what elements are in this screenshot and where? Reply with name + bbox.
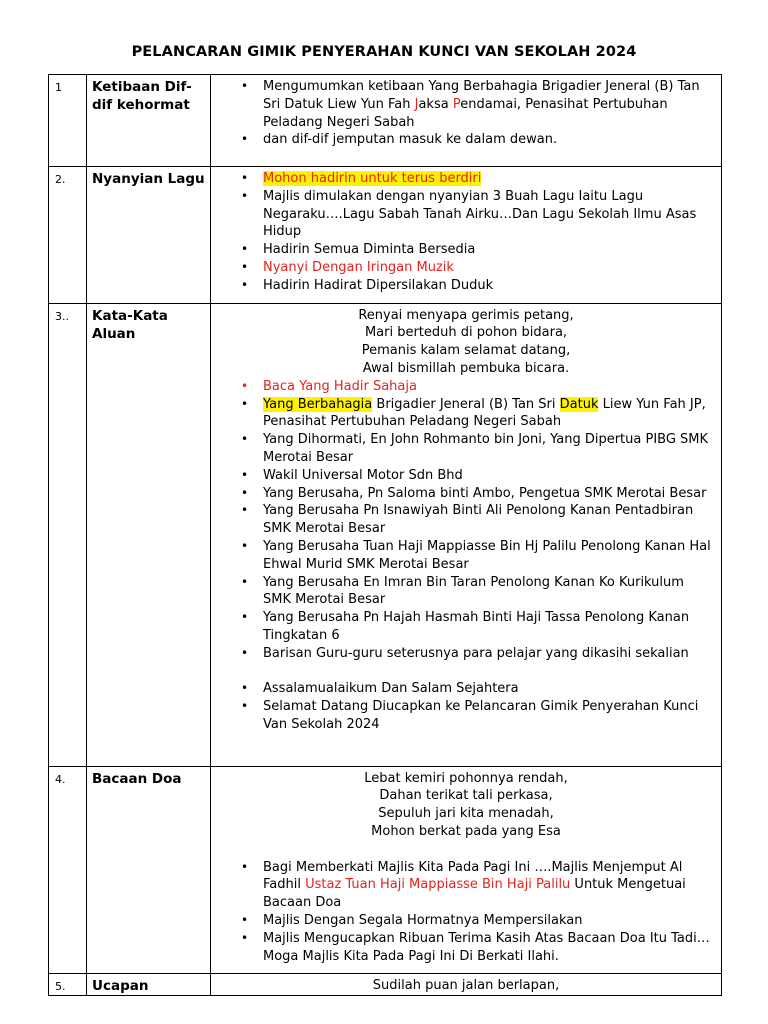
- item-list: [219, 680, 713, 733]
- pantun: [219, 307, 713, 378]
- item-text: Hadirin Hadirat Dipersilakan Duduk: [263, 277, 494, 293]
- item-text: Yang Berusaha, Pn Saloma binti Ambo, Pengetua SMK Merotai Besar: [263, 485, 707, 501]
- item-list: [219, 859, 713, 966]
- table-row: [49, 766, 722, 974]
- bullet-icon: •: [241, 930, 249, 945]
- item-text: Nyanyi Dengan Iringan Muzik: [263, 259, 454, 275]
- list-item: [219, 467, 713, 485]
- row-content: [211, 167, 722, 304]
- bullet-icon: •: [241, 396, 249, 411]
- list-item: [219, 680, 713, 698]
- list-item: [219, 241, 713, 259]
- item-text: Mohon hadirin untuk terus berdiri: [263, 171, 482, 186]
- bullet-icon: •: [241, 432, 249, 447]
- bullet-icon: •: [241, 645, 249, 660]
- pantun-line: Lebat kemiri pohonnya rendah,: [364, 770, 568, 786]
- row-number: 1: [49, 75, 87, 167]
- bullet-icon: •: [241, 467, 249, 482]
- list-item: [219, 538, 713, 574]
- bullet-icon: •: [241, 277, 249, 292]
- item-text: Mengumumkan ketibaan Yang Berbahagia Brigadier Jeneral (B) Tan Sri Datuk Liew Yun Fah: [263, 79, 700, 112]
- pantun-line: Renyai menyapa gerimis petang,: [358, 307, 574, 323]
- table-row: [49, 303, 722, 766]
- list-item: [219, 277, 713, 295]
- pantun-line: Pemanis kalam selamat datang,: [361, 343, 571, 359]
- row-heading: Kata-Kata Aluan: [87, 303, 211, 766]
- list-item: [219, 930, 713, 966]
- item-list: [219, 170, 713, 295]
- item-text: Majlis Dengan Segala Hormatnya Mempersilakan: [263, 912, 583, 928]
- list-item: [219, 574, 713, 610]
- item-list: [219, 78, 713, 149]
- row-number: 2.: [49, 167, 87, 304]
- item-text: Yang Berusaha En Imran Bin Taran Penolong Kanan Ko Kurikulum SMK Merotai Besar: [263, 574, 684, 608]
- item-text: Yang Dihormati, En John Rohmanto bin Joni, Yang Dipertua PIBG SMK Merotai Besar: [263, 432, 709, 465]
- item-text: Ustaz Tuan Haji Mappiasse Bin Haji Palilu: [305, 877, 571, 893]
- item-text: Yang Berbahagia: [263, 396, 373, 412]
- list-item: [219, 431, 713, 467]
- item-text: Majlis Mengucapkan Ribuan Terima Kasih Atas Bacaan Doa Itu Tadi… Moga Majlis Kita Pada Pagi Ini Di Berkati Ilahi.: [263, 930, 710, 964]
- item-text: J: [414, 96, 419, 112]
- pantun-line: Mohon berkat pada yang Esa: [371, 823, 561, 839]
- row-heading: Nyanyian Lagu: [87, 167, 211, 304]
- list-item: [219, 698, 713, 734]
- bullet-icon: •: [241, 378, 249, 393]
- list-item: [219, 609, 713, 645]
- row-heading: Ucapan: [87, 974, 211, 996]
- bullet-icon: •: [241, 242, 249, 257]
- item-text: dan dif-dif jemputan masuk ke dalam dewan.: [263, 132, 558, 148]
- item-text: Liew Yun Fah JP, Penasihat Pertubuhan Peladang Negeri Sabah: [263, 396, 706, 430]
- list-item: [219, 378, 713, 396]
- item-text: Wakil Universal Motor Sdn Bhd: [263, 467, 463, 483]
- pantun-line: Dahan terikat tali perkasa,: [379, 788, 553, 804]
- pantun: [219, 977, 713, 995]
- row-content: [211, 974, 722, 996]
- item-text: Baca Yang Hadir Sahaja: [263, 378, 417, 394]
- pantun-line: Sudilah puan jalan berlapan,: [372, 978, 560, 994]
- list-item: [219, 859, 713, 912]
- bullet-icon: •: [241, 859, 249, 874]
- list-item: [219, 485, 713, 503]
- item-text: endamai, Penasihat Pertubuhan Peladang Negeri Sabah: [263, 96, 668, 130]
- bullet-icon: •: [241, 132, 249, 147]
- bullet-icon: •: [241, 681, 249, 696]
- item-text: Untuk Mengetuai Bacaan Doa: [263, 877, 686, 911]
- item-text: P: [452, 96, 461, 112]
- list-item: [219, 188, 713, 241]
- list-item: [219, 645, 713, 663]
- item-text: Hadirin Semua Diminta Bersedia: [263, 242, 476, 258]
- bullet-icon: •: [241, 610, 249, 625]
- item-text: Barisan Guru-guru seterusnya para pelajar yang dikasihi sekalian: [263, 645, 689, 661]
- pantun-line: Mari berteduh di pohon bidara,: [364, 325, 568, 341]
- item-text: Bagi Memberkati Majlis Kita Pada Pagi Ini ….Majlis Menjemput Al Fadhil: [263, 859, 683, 893]
- list-item: [219, 396, 713, 432]
- bullet-icon: •: [241, 485, 249, 500]
- list-item: [219, 502, 713, 538]
- table-row: [49, 167, 722, 304]
- item-text: Datuk: [559, 396, 599, 412]
- bullet-icon: •: [241, 171, 249, 185]
- item-text: Yang Berusaha Pn Hajah Hasmah Binti Haji Tassa Penolong Kanan Tingkatan 6: [263, 610, 690, 643]
- list-item: [219, 259, 713, 277]
- list-item: [219, 912, 713, 930]
- item-text: Majlis dimulakan dengan nyanyian 3 Buah Lagu Iaitu Lagu Negaraku….Lagu Sabah Tanah Airku…Dan Lagu Sekolah Ilmu Asas Hidup: [263, 188, 697, 240]
- list-item: [219, 78, 713, 131]
- item-list: [219, 378, 713, 663]
- pantun-line: Awal bismillah pembuka bicara.: [362, 360, 570, 376]
- bullet-icon: •: [241, 79, 249, 93]
- bullet-icon: •: [241, 699, 249, 714]
- table-row: [49, 75, 722, 167]
- row-content: [211, 766, 722, 974]
- item-text: Assalamualaikum Dan Salam Sejahtera: [263, 681, 519, 697]
- row-number: 5.: [49, 974, 87, 996]
- item-text: Brigadier Jeneral (B) Tan Sri: [372, 396, 560, 412]
- bullet-icon: •: [241, 538, 249, 553]
- pantun-line: Sepuluh jari kita menadah,: [378, 806, 554, 822]
- item-text: Selamat Datang Diucapkan ke Pelancaran Gimik Penyerahan Kunci Van Sekolah 2024: [263, 699, 699, 732]
- bullet-icon: •: [241, 503, 249, 518]
- programme-table: [48, 74, 722, 996]
- item-text: aksa: [418, 96, 453, 112]
- row-heading: Ketibaan Dif-dif kehormat: [87, 75, 211, 167]
- pantun: [219, 770, 713, 841]
- row-heading: Bacaan Doa: [87, 766, 211, 974]
- document-title: PELANCARAN GIMIK PENYERAHAN KUNCI VAN SEKOLAH 2024: [131, 44, 637, 60]
- table-row: [49, 974, 722, 996]
- bullet-icon: •: [241, 188, 249, 203]
- row-number: 3..: [49, 303, 87, 766]
- row-number: 4.: [49, 766, 87, 974]
- row-content: [211, 303, 722, 766]
- bullet-icon: •: [241, 259, 249, 274]
- bullet-icon: •: [241, 574, 249, 589]
- bullet-icon: •: [241, 912, 249, 927]
- list-item: [219, 131, 713, 149]
- item-text: Yang Berusaha Pn Isnawiyah Binti Ali Penolong Kanan Pentadbiran SMK Merotai Besar: [263, 503, 694, 537]
- item-text: Yang Berusaha Tuan Haji Mappiasse Bin Hj Palilu Penolong Kanan Hal Ehwal Murid SMK Merotai Besar: [263, 538, 711, 572]
- list-item: [219, 170, 713, 188]
- row-content: [211, 75, 722, 167]
